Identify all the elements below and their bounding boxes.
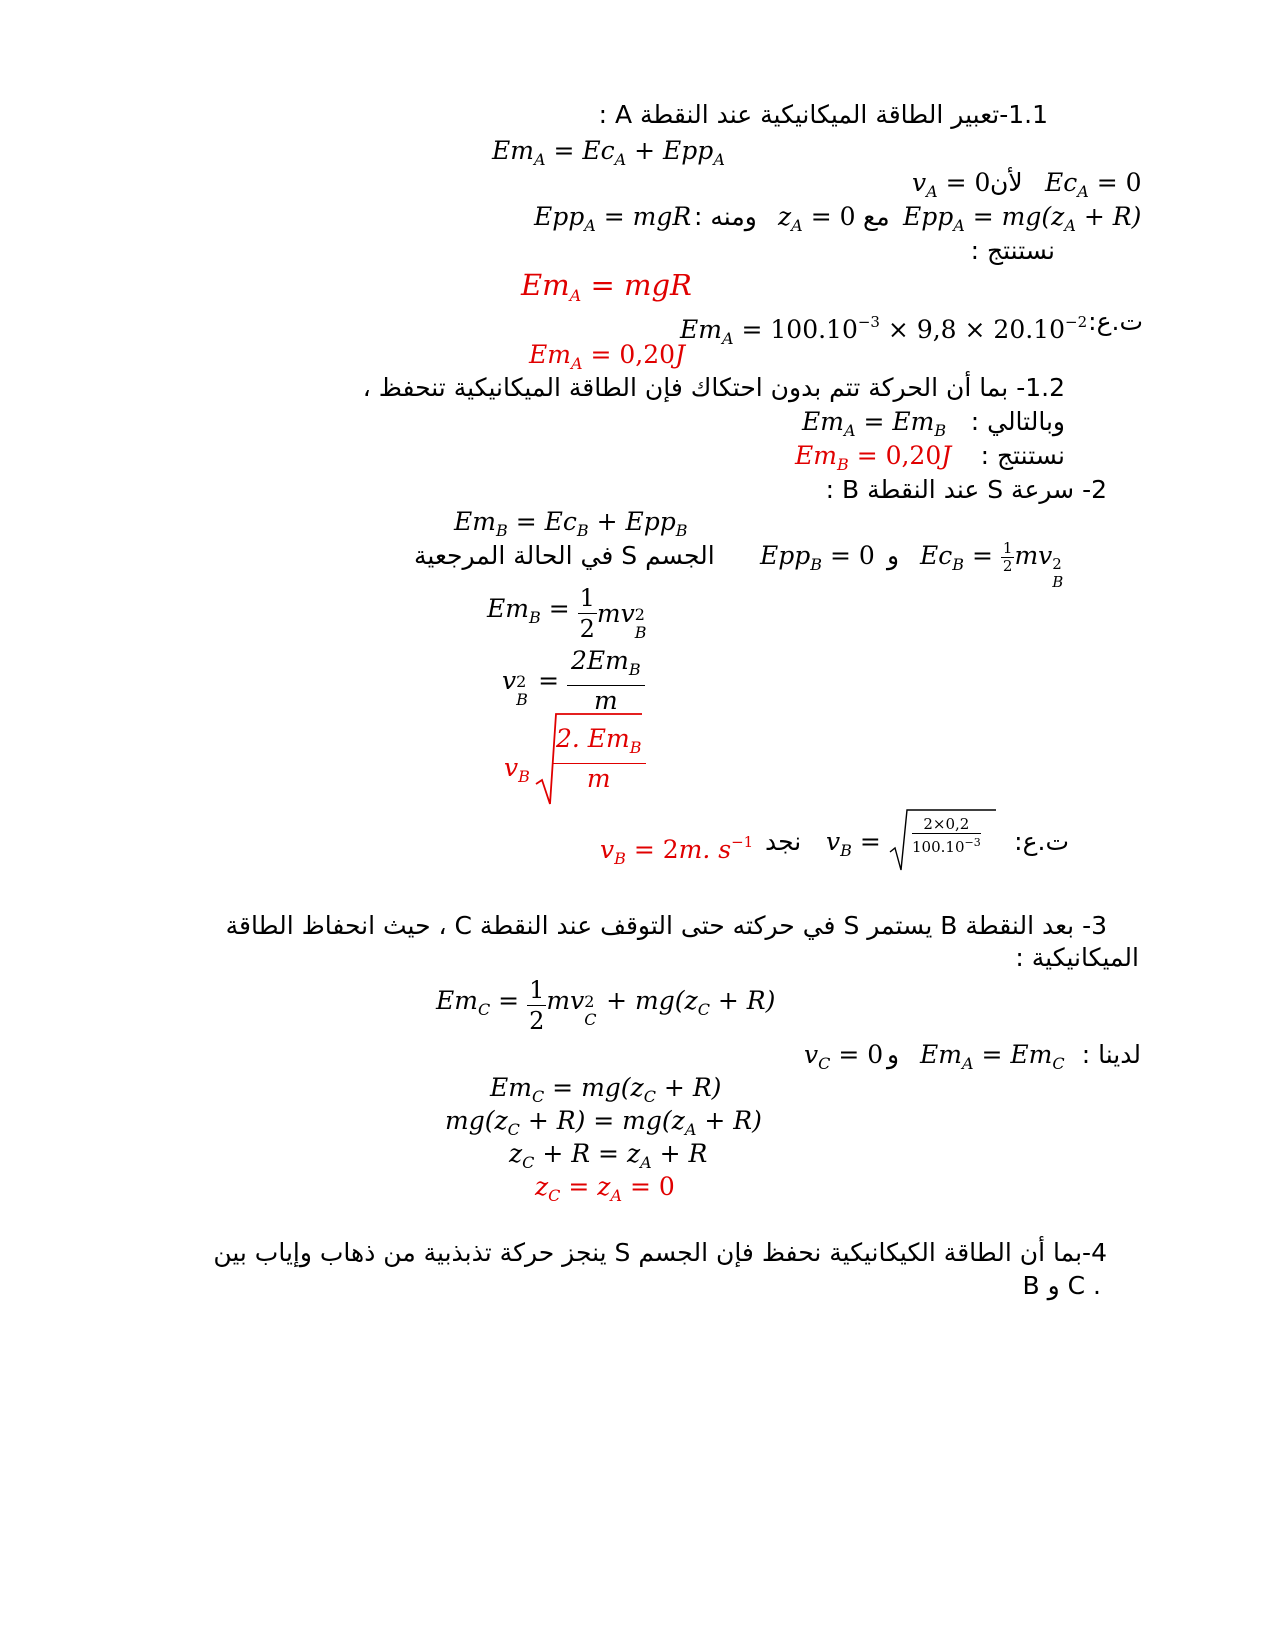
s11-zA-math: $z_A = 0$ xyxy=(778,202,856,235)
s2-ref-text: الجسم S في الحالة المرجعية xyxy=(414,541,715,570)
s3-text-line1: 3- بعد النقطة B يستمر S في حركته حتى التوقف عند النقطة C ، حيث انحفاظ الطاقة xyxy=(225,911,1107,940)
s3-vc-math: $v_C = 0$ xyxy=(804,1040,884,1073)
s11-eppA-math: Epp$_A$ = mgR xyxy=(534,202,692,235)
s2-num-label: ت.ع: xyxy=(1014,827,1069,856)
s3-eq2: $Em_C = mg(z_C + R)$ xyxy=(490,1073,722,1106)
s11-ecA-math: $Ec_A = 0$ xyxy=(1045,168,1142,201)
s2-eq1: $Em_B = Ec_B + Epp_B$ xyxy=(454,507,688,540)
s12-conclude-math: $Em_B = 0,20J$ xyxy=(795,441,952,474)
s3-eq1: $Em_C$ = $\frac{1}{2}$ mv 2 C + $mg(z_C + R)$ xyxy=(436,976,776,1035)
s11-vA-math: $v_A = 0$ xyxy=(912,168,991,201)
s2-and: و xyxy=(887,541,900,570)
s2-num-frac: 2×0,2 $100.10^{-3}$ xyxy=(912,815,981,856)
s3-have-label: لدينا : xyxy=(1081,1040,1141,1069)
s4-line2: B و C . xyxy=(1022,1271,1101,1300)
s2-epp-math: Epp$_B$ = 0 xyxy=(760,541,875,574)
s11-epp-math: $Epp_A = mg(z_A + R)$ xyxy=(903,202,1142,235)
s11-num-calc: $Em_A = 100.10^{-3} \times 9,8 \times 20.10^{-2}$ xyxy=(680,313,1088,348)
s3-eq4: $z_C + R = z_A + R$ xyxy=(509,1139,708,1172)
s3-text-line2: الميكانيكية : xyxy=(1015,943,1139,972)
s11-heading: 1.1-تعبير الطاقة الميكانيكية عند النقطة A : xyxy=(598,100,1048,129)
s11-num-result: $Em_A = 0,20J$ xyxy=(529,340,686,373)
s11-with: مع xyxy=(863,202,890,231)
s2-eq2: $Em_B$ = $\frac{1}{2}$ mv 2 B xyxy=(487,584,647,643)
s4-line1: 4-بما أن الطاقة الكيكانيكية نحفظ فإن الجسم S ينجز حركة تذبذبية من ذهاب وإياب بين xyxy=(213,1238,1107,1267)
s3-have-math: $Em_A = Em_C$ xyxy=(920,1040,1065,1073)
s2-eq4: $v_B$ 2. $Em_B$ m xyxy=(504,710,644,806)
s12-text: 1.2- بما أن الحركة تتم بدون احتكاك فإن الطاقة الميكانيكية تنحفظ ، xyxy=(362,373,1065,402)
s2-heading: 2- سرعة S عند النقطة B : xyxy=(825,475,1107,504)
s2-num-result: $v_B = 2m$. $s^{-1}$ xyxy=(600,833,754,868)
s12-hence-label: وبالتالي : xyxy=(970,407,1065,436)
s11-because: لأن xyxy=(990,168,1023,197)
s2-num-calc: $v_B$ = xyxy=(826,827,881,860)
s11-conclude: نستنتج : xyxy=(970,236,1055,265)
s2-eq3: v 2 B = $\frac{2Em_B}{m}$ xyxy=(502,646,645,716)
s3-eq3: $mg(z_C + R) = mg(z_A + R)$ xyxy=(445,1106,762,1139)
s2-ec-math: $Ec_B$ = $\frac{1}{2}$ mv 2 B xyxy=(920,539,1064,591)
s11-result: $Em_A$ = mgR xyxy=(521,268,692,305)
s12-conclude-label: نستنتج : xyxy=(980,441,1065,470)
s2-find: نجد xyxy=(765,827,802,856)
s11-therefore: ومنه : xyxy=(694,202,757,231)
s11-eq1: $Em_A = Ec_A + Epp_A$ xyxy=(492,136,725,169)
s11-num-label: ت.ع: xyxy=(1088,307,1143,336)
s3-eq5: $z_C = z_A = 0$ xyxy=(535,1172,675,1205)
s3-and: و xyxy=(887,1040,900,1069)
s12-hence-math: $Em_A = Em_B$ xyxy=(802,407,947,440)
